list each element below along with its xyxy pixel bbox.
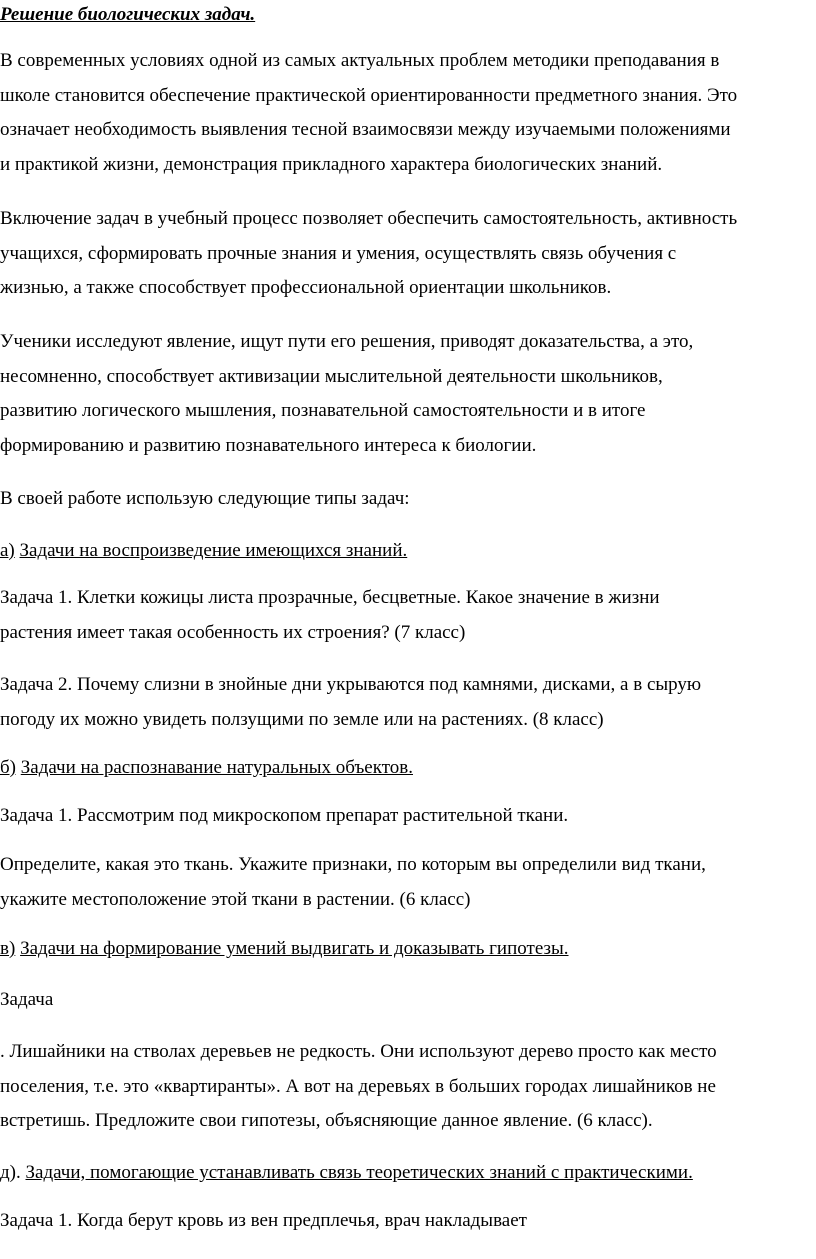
task-b1-continuation-paragraph (0, 848, 816, 917)
text-line: встретишь. Предложите свои гипотезы, объясняющие данное явление. (6 класс). (0, 1110, 653, 1131)
types-intro-paragraph (0, 482, 816, 517)
section-marker: в) (0, 938, 16, 959)
text-line: Задача (0, 989, 54, 1010)
section-title: Задачи, помогающие устанавливать связь теоретических знаний с практическими. (25, 1162, 693, 1183)
section-marker: б) (0, 757, 16, 778)
text-line: школе становится обеспечение практической ориентированности предметного знания. Это (0, 84, 738, 106)
text-line: Ученики исследуют явление, ищут пути его решения, приводят доказательства, а это, (0, 331, 694, 352)
text-line: растения имеет такая особенность их строения? (7 класс) (0, 621, 466, 643)
text-line: означает необходимость выявления тесной взаимосвязи между изучаемыми положениями (0, 119, 731, 140)
section-title: Задачи на формирование умений выдвигать и доказывать гипотезы. (20, 938, 569, 959)
document-title-paragraph (0, 0, 816, 33)
text-line: Задача 1. Рассмотрим под микроскопом препарат растительной ткани. (0, 805, 569, 826)
tasks-inclusion-paragraph (0, 202, 816, 306)
text-line: Задача 1. Клетки кожицы листа прозрачные, бесцветные. Какое значение в жизни (0, 587, 660, 608)
section-title: Задачи на распознавание натуральных объектов. (20, 757, 413, 778)
text-line: Задача 2. Почему слизни в знойные дни укрываются под камнями, дисками, а в сырую (0, 674, 702, 695)
text-line: Задача 1. Когда берут кровь из вен предплечья, врач накладывает (0, 1210, 527, 1231)
text-line: В своей работе использую следующие типы задач: (0, 488, 410, 509)
section-marker: д). (0, 1162, 21, 1183)
task-b1-paragraph (0, 799, 816, 834)
text-line: несомненно, способствует активизации мыслительной деятельности школьников, (0, 365, 663, 387)
text-line: и практикой жизни, демонстрация прикладного характера биологических знаний. (0, 153, 663, 175)
text-line: Определите, какая это ткань. Укажите признаки, по которым вы определили вид ткани, (0, 854, 706, 875)
text-line: . Лишайники на стволах деревьев не редкость. Они используют дерево просто как место (0, 1041, 717, 1062)
text-line: формированию и развитию познавательного интереса к биологии. (0, 434, 537, 456)
task-a1-paragraph (0, 581, 816, 650)
section-marker: а) (0, 540, 15, 561)
task-a2-paragraph (0, 668, 816, 737)
section-b-heading (0, 751, 816, 786)
text-line: погоду их можно увидеть ползущими по земле или на растениях. (8 класс) (0, 708, 604, 730)
text-line: учащихся, сформировать прочные знания и умения, осуществлять связь обучения с (0, 242, 677, 264)
text-line: развитию логического мышления, познавательной самостоятельности и в итоге (0, 400, 646, 421)
section-d-heading (0, 1156, 816, 1191)
section-v-heading (0, 932, 816, 967)
text-line: укажите местоположение этой ткани в растении. (6 класс) (0, 888, 471, 910)
task-v-paragraph (0, 1035, 816, 1139)
text-line: жизнью, а также способствует профессиональной ориентации школьников. (0, 277, 612, 298)
text-line: Включение задач в учебный процесс позволяет обеспечить самостоятельность, активность (0, 208, 738, 229)
task-d1-paragraph (0, 1204, 816, 1239)
students-paragraph (0, 325, 816, 463)
section-title: Задачи на воспроизведение имеющихся знаний. (19, 540, 408, 561)
section-a-heading (0, 534, 816, 569)
text-line: В современных условиях одной из самых актуальных проблем методики преподавания в (0, 50, 720, 71)
intro-paragraph (0, 44, 816, 182)
text-line: поселения, т.е. это «квартиранты». А вот на деревьях в больших городах лишайников не (0, 1075, 716, 1097)
document-title: Решение биологических задач. (0, 4, 256, 25)
task-v-label-paragraph (0, 983, 816, 1018)
